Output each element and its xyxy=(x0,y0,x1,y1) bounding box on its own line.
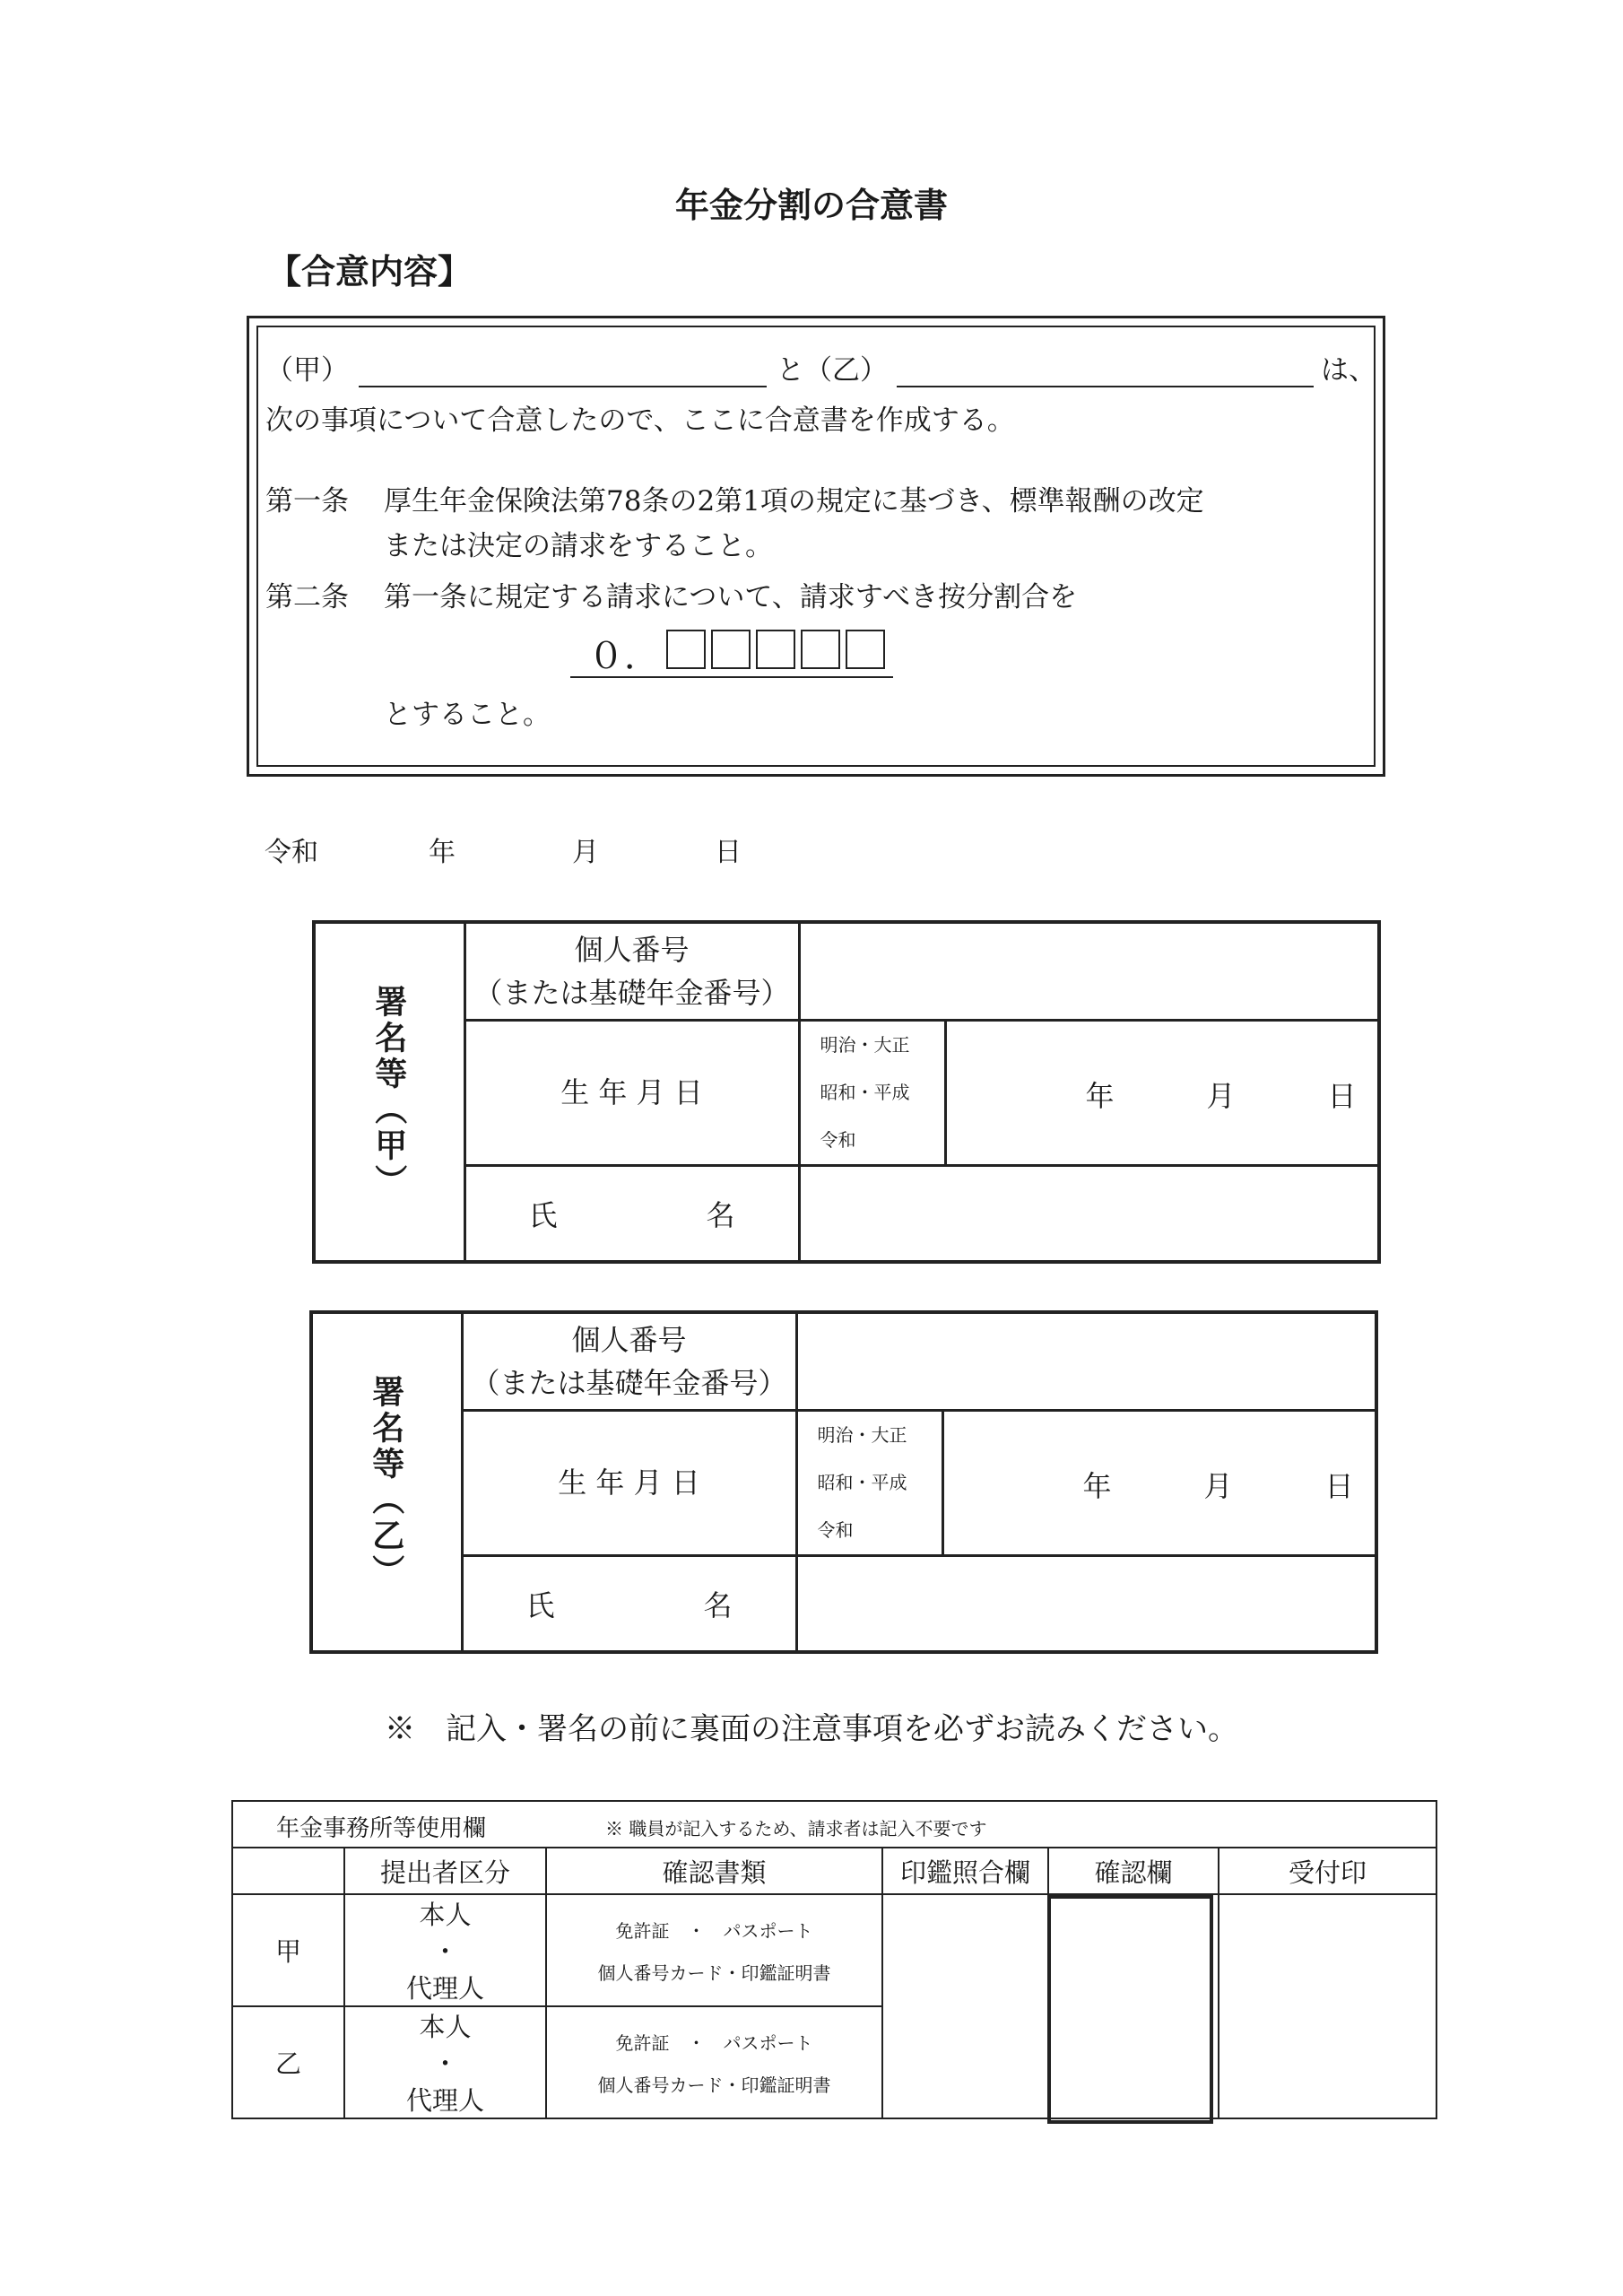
id-label-cell xyxy=(462,1312,796,1410)
article1-label: 第一条 xyxy=(265,485,349,517)
header-documents: 確認書類 xyxy=(546,1848,882,1894)
documents-cell-a xyxy=(546,1894,882,2006)
date-day: 日 xyxy=(715,837,742,868)
article1-line1: 厚生年金保険法第78条の2第1項の規定に基づき、標準報酬の改定 xyxy=(384,485,1204,517)
ratio-digit-box[interactable] xyxy=(846,630,885,669)
birth-date-field[interactable] xyxy=(945,1020,1379,1165)
id-label-line2: （または基礎年金番号） xyxy=(471,1365,787,1400)
era-option[interactable]: 昭和・平成 xyxy=(820,1081,910,1103)
era-options[interactable] xyxy=(796,1410,942,1555)
name-label-2: 名 xyxy=(703,1587,733,1622)
party-b-name-line[interactable] xyxy=(897,386,1314,387)
docs-line1: 免許証 ・ パスポート xyxy=(615,1919,813,1942)
submitter-sep: ・ xyxy=(431,2048,458,2079)
id-number-field[interactable] xyxy=(796,1312,1376,1410)
birth-month: 月 xyxy=(1206,1078,1236,1113)
article2-label: 第二条 xyxy=(265,581,349,613)
ratio-digit-box[interactable] xyxy=(801,630,840,669)
row-party-b: 乙 xyxy=(232,2006,344,2118)
name-field[interactable] xyxy=(796,1555,1376,1652)
date-year: 年 xyxy=(429,837,456,868)
ratio-digit-boxes[interactable] xyxy=(666,630,885,669)
header-submitter: 提出者区分 xyxy=(344,1848,546,1894)
article2-line1: 第一条に規定する請求について、請求すべき按分割合を xyxy=(384,581,1078,613)
office-header-cell xyxy=(232,1801,1436,1848)
docs-line1: 免許証 ・ パスポート xyxy=(615,2031,813,2054)
signature-table-a xyxy=(312,920,1381,1264)
article1-line2: または決定の請求をすること。 xyxy=(384,530,773,562)
submitter-cell-a xyxy=(344,1894,546,2006)
party-a-prefix: （甲） xyxy=(265,354,349,387)
ratio-digit-box[interactable] xyxy=(666,630,706,669)
name-label-2: 名 xyxy=(706,1197,735,1232)
name-label-cell xyxy=(464,1165,799,1262)
date-month: 月 xyxy=(572,837,599,868)
ratio-digit-box[interactable] xyxy=(756,630,795,669)
era-option[interactable]: 令和 xyxy=(820,1128,856,1151)
party-a-name-line[interactable] xyxy=(359,386,767,387)
side-label-a: 署名等（甲） xyxy=(369,984,408,1200)
id-label-line2: （または基礎年金番号） xyxy=(473,975,790,1010)
agreement-box xyxy=(247,316,1385,777)
era-options[interactable] xyxy=(799,1020,945,1165)
birth-date-field[interactable] xyxy=(942,1410,1376,1555)
id-number-field[interactable] xyxy=(799,922,1379,1020)
docs-line2: 個人番号カード・印鑑証明書 xyxy=(597,2074,831,2096)
office-header-blank xyxy=(232,1848,344,1894)
seal-check-field[interactable] xyxy=(882,1894,1048,2118)
side-label-cell xyxy=(314,922,464,1262)
header-seal-check: 印鑑照合欄 xyxy=(882,1848,1048,1894)
ratio-prefix: ０． xyxy=(588,636,660,677)
id-label-line1: 個人番号 xyxy=(574,932,690,967)
office-note: ※ 職員が記入するため、請求者は記入不要です xyxy=(605,1818,987,1839)
name-label-cell xyxy=(462,1555,796,1652)
birth-year: 年 xyxy=(1082,1468,1112,1503)
side-label-cell xyxy=(311,1312,462,1652)
submitter-cell-b xyxy=(344,2006,546,2118)
office-title: 年金事務所等使用欄 xyxy=(276,1815,487,1842)
notice-text: ※ 記入・署名の前に裏面の注意事項を必ずお読みください。 xyxy=(385,1711,1238,1747)
era-option[interactable]: 明治・大正 xyxy=(817,1423,907,1446)
header-receipt-stamp: 受付印 xyxy=(1219,1848,1436,1894)
office-use-table xyxy=(231,1800,1437,2119)
birth-day: 日 xyxy=(1327,1078,1357,1113)
id-label-line1: 個人番号 xyxy=(571,1322,687,1357)
era-option[interactable]: 令和 xyxy=(817,1518,854,1541)
row-party-a: 甲 xyxy=(232,1894,344,2006)
birth-year: 年 xyxy=(1085,1078,1115,1113)
birth-label-cell xyxy=(462,1410,796,1555)
submitter-agent: 代理人 xyxy=(405,1973,484,2004)
submitter-agent: 代理人 xyxy=(405,2085,484,2116)
party-and-text: と（乙） xyxy=(777,354,888,387)
date-era: 令和 xyxy=(265,837,318,868)
birth-day: 日 xyxy=(1324,1468,1354,1503)
name-field[interactable] xyxy=(799,1165,1379,1262)
docs-line2: 個人番号カード・印鑑証明書 xyxy=(597,1961,831,1984)
section-heading: 【合意内容】 xyxy=(267,251,473,291)
ratio-suffix: とすること。 xyxy=(384,699,551,731)
submitter-self: 本人 xyxy=(419,1900,472,1930)
signature-table-b xyxy=(309,1310,1378,1654)
receipt-stamp-field[interactable] xyxy=(1219,1894,1436,2118)
id-label-cell xyxy=(464,922,799,1020)
confirm-box-highlight xyxy=(1047,1895,1213,2124)
era-option[interactable]: 明治・大正 xyxy=(820,1033,910,1056)
documents-cell-b xyxy=(546,2006,882,2118)
birth-month: 月 xyxy=(1203,1468,1233,1503)
ratio-digit-box[interactable] xyxy=(711,630,751,669)
party-b-suffix: は、 xyxy=(1321,354,1376,387)
submitter-self: 本人 xyxy=(419,2012,472,2042)
name-label-1: 氏 xyxy=(528,1197,558,1232)
side-label-b: 署名等（乙） xyxy=(367,1374,405,1590)
name-label-1: 氏 xyxy=(525,1587,555,1622)
submitter-sep: ・ xyxy=(431,1936,458,1967)
birth-label-cell xyxy=(464,1020,799,1165)
ratio-field[interactable] xyxy=(570,626,893,678)
intro-line: 次の事項について合意したので、ここに合意書を作成する。 xyxy=(265,404,1015,437)
page-title: 年金分割の合意書 xyxy=(674,185,948,225)
birth-label: 生 年 月 日 xyxy=(558,1465,700,1500)
header-confirm: 確認欄 xyxy=(1048,1848,1219,1894)
birth-label: 生 年 月 日 xyxy=(560,1075,703,1109)
era-option[interactable]: 昭和・平成 xyxy=(817,1471,907,1493)
